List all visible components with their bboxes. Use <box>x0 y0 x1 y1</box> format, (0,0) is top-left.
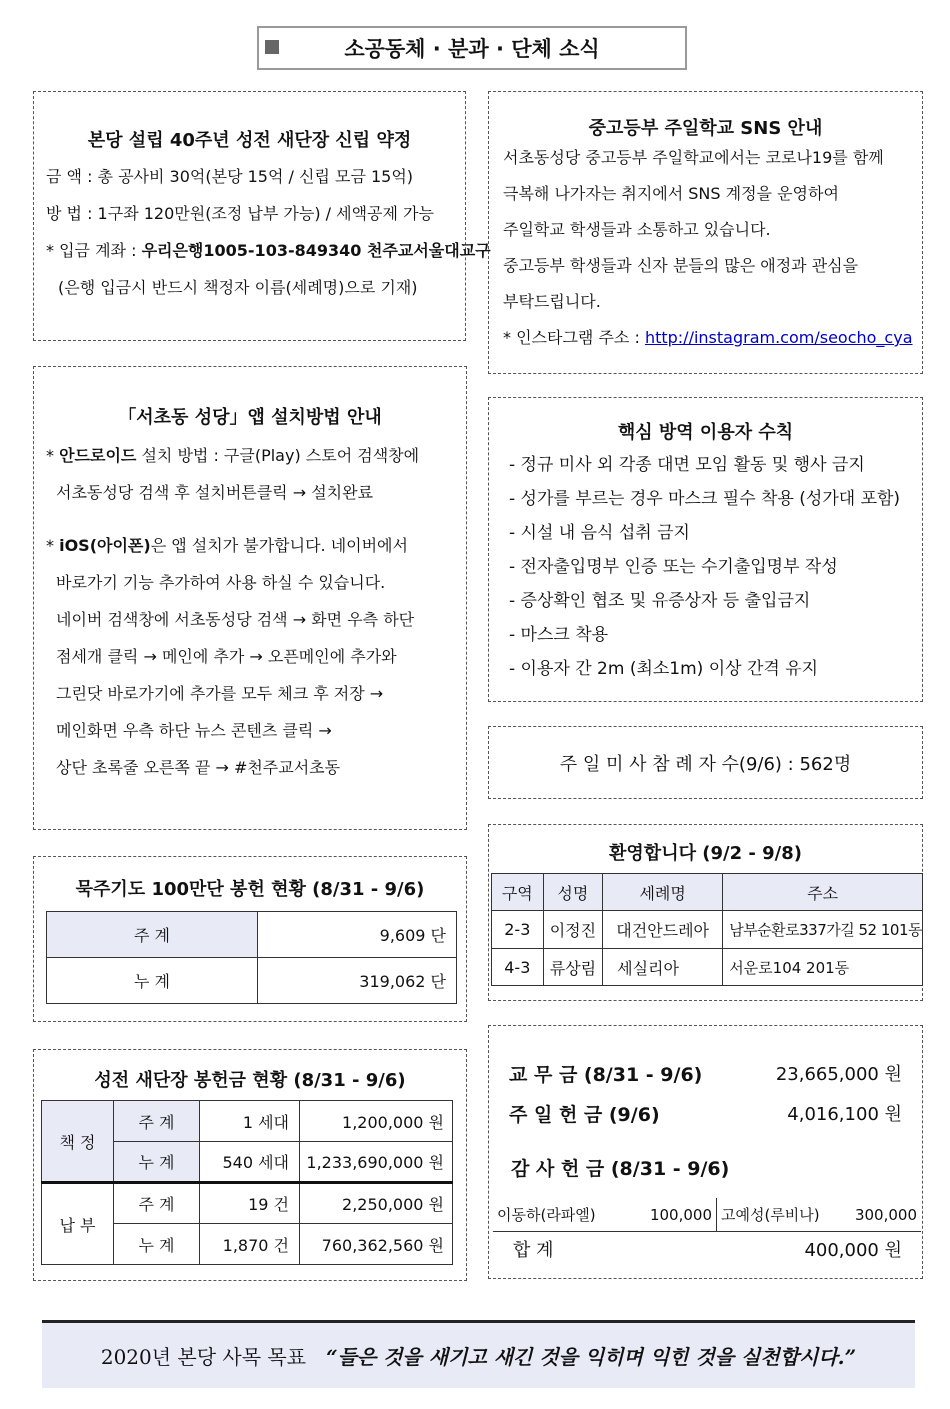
group-label: 납 부 <box>42 1183 114 1265</box>
donor-amount: 300,000 <box>854 1205 917 1224</box>
attendance-text: 주 일 미 사 참 례 자 수(9/6) : 562명 <box>559 753 852 775</box>
table-header-row <box>492 874 923 911</box>
section-title <box>257 26 687 70</box>
sns-line: 부탁드립니다. <box>503 292 601 311</box>
donor-amount: 100,000 <box>649 1205 712 1224</box>
pledge-title: 본당 설립 40주년 성전 새단장 신립 약정 <box>87 130 412 151</box>
total-label: 합 계 <box>513 1240 554 1261</box>
cell: 이정진 <box>543 911 603 949</box>
offering-title: 성전 새단장 봉헌금 현황 (8/31 - 9/6) <box>94 1070 406 1091</box>
pledge-account-value: 우리은행1005-103-849340 천주교서울대교구 <box>141 241 491 260</box>
pledge-account-note: (은행 입금시 반드시 책정자 이름(세례명)으로 기재) <box>58 278 418 297</box>
instagram-link[interactable]: http://instagram.com/seocho_cya <box>644 328 913 347</box>
offering-table <box>41 1100 453 1265</box>
ios-line: 바로가기 기능 추가하여 사용 하실 수 있습니다. <box>56 573 386 592</box>
cell: 류상림 <box>543 949 603 986</box>
rule-item: - 시설 내 음식 섭취 금지 <box>509 523 690 543</box>
pledge-box <box>33 91 491 341</box>
rosary-value: 9,609 단 <box>258 912 457 958</box>
column-header: 성명 <box>543 874 603 911</box>
ios-text: 은 앱 설치가 불가합니다. 네이버에서 <box>150 536 408 555</box>
rule-item: - 증상확인 협조 및 유증상자 등 출입금지 <box>509 591 811 611</box>
ios-line: 점세개 클릭 → 메인에 추가 → 오픈메인에 추가와 <box>56 647 397 666</box>
table-row <box>492 911 923 949</box>
welcome-box <box>488 824 923 1001</box>
rosary-table <box>46 911 457 1004</box>
cell: 1 세대 <box>200 1101 300 1142</box>
rules-title: 핵심 방역 이용자 수칙 <box>617 422 794 443</box>
table-row <box>47 958 457 1004</box>
sns-line: 중고등부 학생들과 신자 분들의 많은 애정과 관심을 <box>503 256 859 275</box>
rule-item: - 정규 미사 외 각종 대면 모임 활동 및 행사 금지 <box>509 455 865 475</box>
gamsa-label: 감 사 헌 금 (8/31 - 9/6) <box>511 1158 730 1180</box>
footer-banner <box>42 1320 915 1388</box>
android-line: * 안드로이드 설치 방법 : 구글(Play) 스토어 검색창에 <box>46 446 420 465</box>
gyomu-label: 교 무 금 (8/31 - 9/6) <box>509 1064 703 1086</box>
table-row <box>42 1183 453 1224</box>
android-text: 설치 방법 : 구글(Play) 스토어 검색창에 <box>136 446 420 465</box>
pledge-amount: 금 액 : 총 공사비 30억(본당 15억 / 신립 모금 15억) <box>46 167 414 186</box>
cell: 세실리아 <box>603 949 723 986</box>
rules-box <box>488 397 923 702</box>
rosary-label: 주 계 <box>47 912 258 958</box>
donor-name: 이동하(라파엘) <box>497 1206 596 1224</box>
donor-name: 고예성(루비나) <box>721 1206 820 1224</box>
instagram-label: * 인스타그램 주소 : <box>503 328 645 347</box>
juil-value: 4,016,100 원 <box>787 1104 902 1125</box>
cell: 누 계 <box>114 1224 200 1265</box>
rule-item: - 이용자 간 2m (최소1m) 이상 간격 유지 <box>509 659 819 679</box>
pledge-account <box>46 232 491 269</box>
section-title-text: 소공동체 · 분과 · 단체 소식 <box>344 37 600 61</box>
table-row <box>47 912 457 958</box>
sns-title: 중고등부 주일학교 SNS 안내 <box>588 118 823 139</box>
finance-box <box>488 1025 923 1279</box>
column-header: 구역 <box>492 874 544 911</box>
square-bullet-icon <box>265 40 279 54</box>
ios-line: 네이버 검색창에 서초동성당 검색 → 화면 우측 하단 <box>56 610 415 629</box>
ios-line: * iOS(아이폰)은 앱 설치가 불가합니다. 네이버에서 <box>46 536 408 555</box>
app-install-box <box>33 366 467 830</box>
app-title: 「서초동 성당」앱 설치방법 안내 <box>118 407 382 428</box>
footer-prefix: 2020년 본당 사목 목표 <box>100 1345 307 1369</box>
attendance-box <box>488 726 923 799</box>
footer-quote: “들은 것을 새기고 새긴 것을 익히며 익힌 것을 실천합시다.” <box>326 1345 857 1369</box>
ios-line: 메인화면 우측 하단 뉴스 콘텐츠 클릭 → <box>56 721 332 740</box>
cell: 2,250,000 원 <box>300 1183 453 1224</box>
pledge-account-label: * 입금 계좌 : <box>46 241 142 260</box>
cell: 2-3 <box>492 911 544 949</box>
pledge-method: 방 법 : 1구좌 120만원(조정 납부 가능) / 세액공제 가능 <box>46 204 434 223</box>
cell: 대건안드레아 <box>603 911 723 949</box>
rule-item: - 전자출입명부 인증 또는 수기출입명부 작성 <box>509 557 838 577</box>
table-row <box>492 949 923 986</box>
rosary-title: 묵주기도 100만단 봉헌 현황 (8/31 - 9/6) <box>75 879 425 900</box>
ios-line: 상단 초록줄 오른쪽 끝 → #천주교서초동 <box>56 758 341 777</box>
cell: 540 세대 <box>200 1142 300 1183</box>
group-label: 책 정 <box>42 1101 114 1183</box>
rosary-label: 누 계 <box>47 958 258 1004</box>
column-header: 주소 <box>723 874 923 911</box>
column-header: 세례명 <box>603 874 723 911</box>
welcome-title: 환영합니다 (9/2 - 9/8) <box>609 843 802 864</box>
rosary-value: 319,062 단 <box>258 958 457 1004</box>
sns-box <box>488 91 923 374</box>
donor-entry <box>717 1198 921 1231</box>
sns-line: 주일학교 학생들과 소통하고 있습니다. <box>503 220 771 239</box>
cell: 남부순환로337가길 52 101동 <box>723 911 923 949</box>
total-value: 400,000 원 <box>804 1240 902 1261</box>
rule-item: - 성가를 부르는 경우 마스크 필수 착용 (성가대 포함) <box>509 489 901 509</box>
ios-label: iOS(아이폰) <box>59 536 151 555</box>
gyomu-value: 23,665,000 원 <box>775 1064 902 1085</box>
sns-line: 극복해 나가자는 취지에서 SNS 계정을 운영하여 <box>503 184 839 203</box>
cell: 주 계 <box>114 1183 200 1224</box>
cell: 주 계 <box>114 1101 200 1142</box>
rule-item: - 마스크 착용 <box>509 625 609 645</box>
instagram-line <box>503 320 922 356</box>
cell: 4-3 <box>492 949 544 986</box>
cell: 760,362,560 원 <box>300 1224 453 1265</box>
cell: 1,870 건 <box>200 1224 300 1265</box>
table-row <box>42 1101 453 1142</box>
cell: 19 건 <box>200 1183 300 1224</box>
cell: 1,233,690,000 원 <box>300 1142 453 1183</box>
donor-entry <box>493 1198 717 1231</box>
sns-line: 서초동성당 중고등부 주일학교에서는 코로나19를 함께 <box>503 148 884 167</box>
cell: 1,200,000 원 <box>300 1101 453 1142</box>
android-line2: 서초동성당 검색 후 설치버튼클릭 → 설치완료 <box>56 483 374 502</box>
rosary-box <box>33 856 467 1022</box>
offering-box <box>33 1049 467 1281</box>
donor-row <box>493 1198 921 1232</box>
ios-line: 그린닷 바로가기에 추가를 모두 체크 후 저장 → <box>56 684 384 703</box>
cell: 누 계 <box>114 1142 200 1183</box>
cell: 서운로104 201동 <box>723 949 923 986</box>
juil-label: 주 일 헌 금 (9/6) <box>509 1104 660 1126</box>
android-label: 안드로이드 <box>59 446 137 465</box>
welcome-table <box>491 873 923 986</box>
